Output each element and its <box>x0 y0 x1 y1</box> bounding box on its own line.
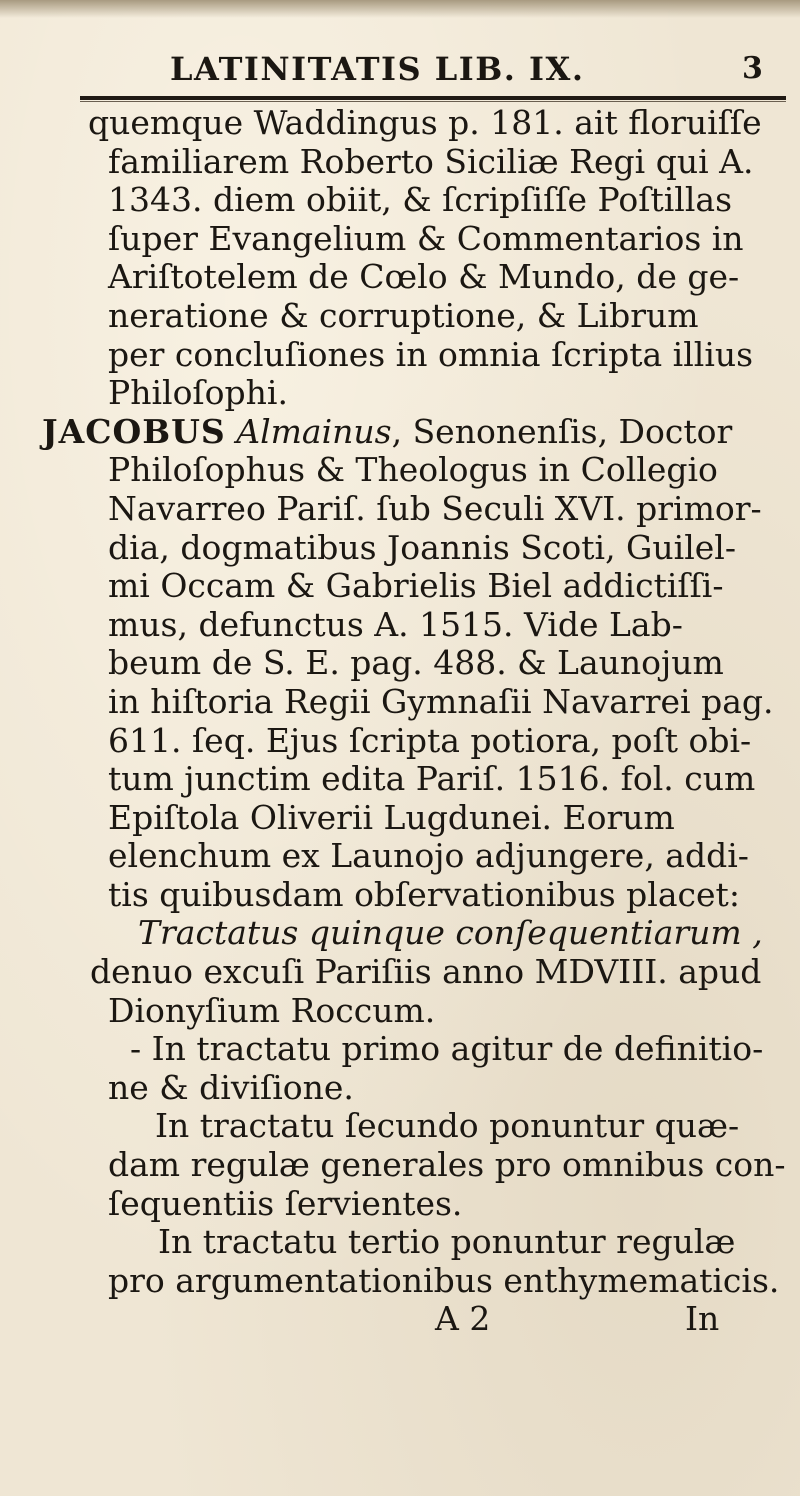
text-line: In tractatu ſecundo ponuntur quæ- <box>155 1106 740 1146</box>
catchword: In <box>685 1299 720 1339</box>
page-number: 3 <box>742 51 763 86</box>
text-line: 611. ſeq. Ejus ſcripta potiora, poſt obi- <box>108 720 752 760</box>
text-line: mus, defunctus A. 1515. Vide Lab- <box>108 604 683 644</box>
text-line: dam regulæ generales pro omnibus con- <box>108 1145 786 1185</box>
text-line: In tractatu tertio ponuntur regulæ <box>158 1222 736 1262</box>
text-line: neratione & corruptione, & Librum <box>108 295 699 335</box>
text-line: - In tractatu primo agitur de definitio- <box>130 1029 764 1069</box>
text-line: Dionyſium Roccum. <box>108 990 436 1030</box>
entry-heading-rest: , Senonenſis, Doctor <box>391 411 733 451</box>
text-line: Ariſtotelem de Cœlo & Mundo, de ge- <box>108 257 740 297</box>
body-text <box>20 104 790 1339</box>
text-line: Navarreo Pariſ. ſub Seculi XVI. primor- <box>108 488 762 528</box>
work-title-line: Tractatus quinque conſequentiarum , <box>138 913 763 953</box>
footer-line <box>20 1300 790 1339</box>
page-header <box>0 44 800 94</box>
entry-heading-line <box>20 413 790 452</box>
text-line: per concluſiones in omnia ſcripta illius <box>108 334 754 374</box>
text-line: tum junctim edita Pariſ. 1516. fol. cum <box>108 759 756 799</box>
text-line: Philoſophus & Theologus in Collegio <box>108 450 718 490</box>
text-line: ne & diviſione. <box>108 1067 354 1107</box>
text-line: mi Occam & Gabrielis Biel addictiſſi- <box>108 566 724 606</box>
text-line: Epiſtola Oliverii Lugdunei. Eorum <box>108 797 675 837</box>
text-line: denuo excuſi Pariſiis anno MDVIII. apud <box>90 952 762 992</box>
text-line: tis quibusdam obſervationibus placet: <box>108 874 740 914</box>
signature-mark: A 2 <box>435 1299 491 1339</box>
text-line: 1343. diem obiit, & ſcripſiſſe Poſtillas <box>108 180 733 220</box>
running-head: LATINITATIS LIB. IX. <box>170 50 585 88</box>
text-line: ſequentiis ſervientes. <box>108 1183 463 1223</box>
text-line: Philoſophi. <box>108 373 288 413</box>
header-rule <box>80 96 786 100</box>
text-line: familiarem Roberto Siciliæ Regi qui A. <box>108 141 754 181</box>
text-line: elenchum ex Launojo adjungere, addi- <box>108 836 749 876</box>
text-line: pro argumentationibus enthymematicis. <box>108 1260 780 1300</box>
header-rule-thin <box>80 101 786 102</box>
page-top-edge <box>0 0 800 18</box>
text-line: dia, dogmatibus Joannis Scoti, Guilel- <box>108 527 736 567</box>
text-line: quemque Waddingus p. 181. ait floruiſſe <box>88 103 762 142</box>
entry-surname: Almainus <box>236 411 392 451</box>
text-line: ſuper Evangelium & Commentarios in <box>108 218 744 258</box>
entry-name: JACOBUS <box>42 411 226 451</box>
text-line: beum de S. E. pag. 488. & Launojum <box>108 643 724 683</box>
text-line: in hiſtoria Regii Gymnaſii Navarrei pag. <box>108 681 774 721</box>
